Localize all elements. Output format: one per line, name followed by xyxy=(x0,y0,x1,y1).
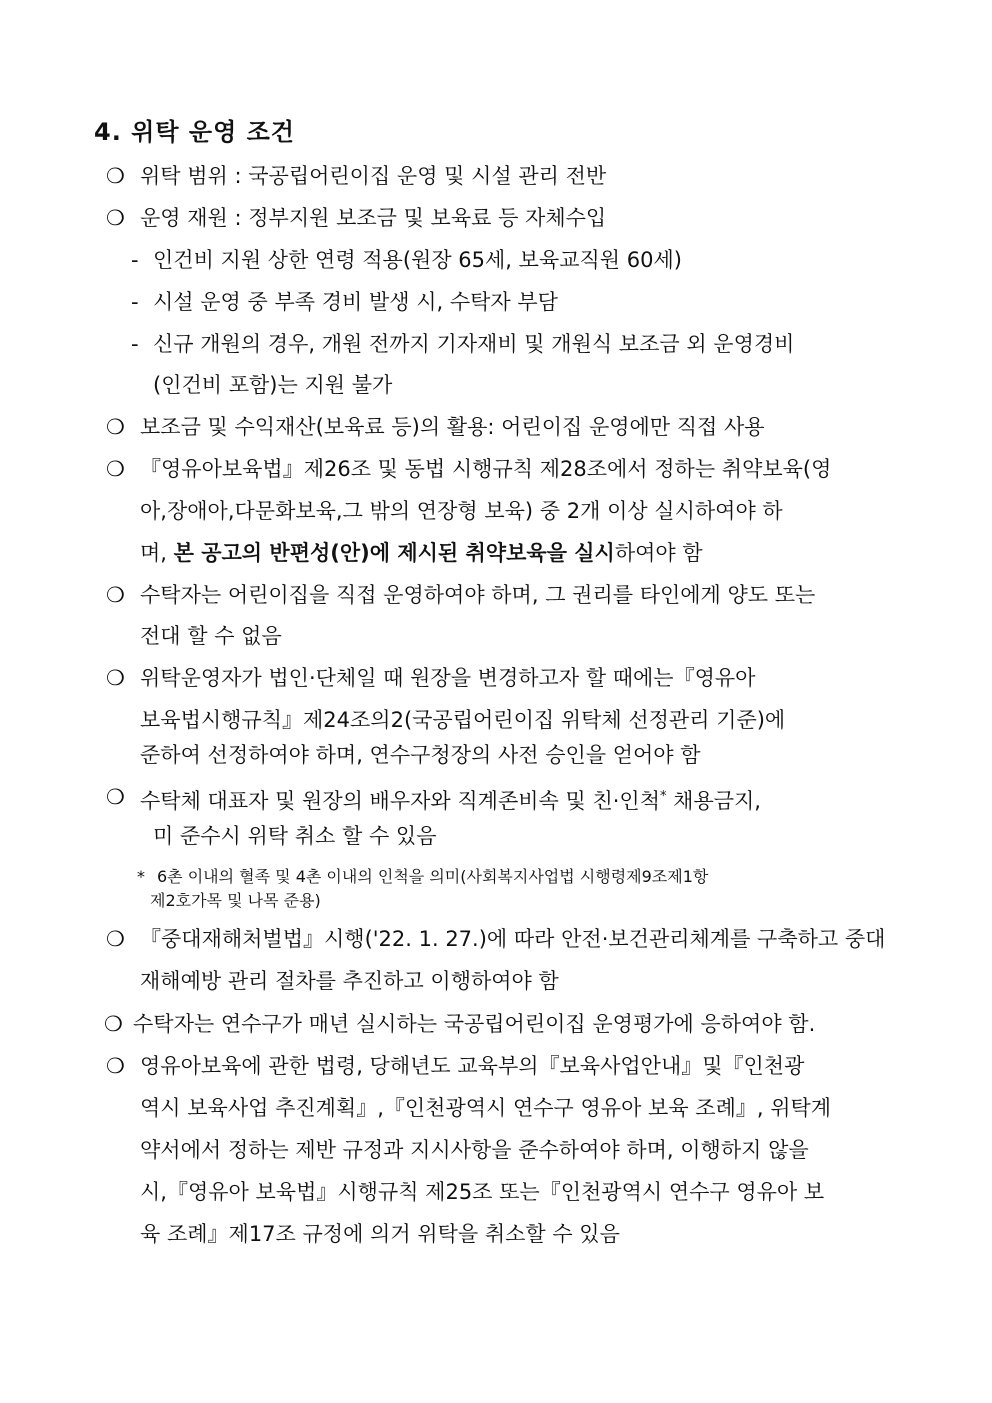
item-director-change-end: 준하여 선정하여야 하며, 연수구청장의 사전 승인을 얻어야 함 xyxy=(140,743,701,767)
bullet-icon: ❍ xyxy=(106,785,125,809)
footnote-text-cont: 제2호가목 및 나목 준용) xyxy=(150,891,321,910)
sub-item-labor-cost: 인건비 지원 상한 연령 적용(원장 65세, 보육교직원 60세) xyxy=(153,248,682,272)
sub-item-shortfall: 시설 운영 중 부족 경비 발생 시, 수탁자 부담 xyxy=(153,290,558,314)
item-director-change-cont: 보육법시행규칙』제24조의2(국공립어린이집 위탁체 선정관리 기준)에 xyxy=(140,708,786,732)
bold-emphasis: 본 공고의 반편성(안)에 제시된 취약보육을 실시 xyxy=(173,541,615,565)
item-hiring-ban xyxy=(140,783,761,815)
item-vulnerable-care-cont: 아,장애아,다문화보육,그 밖의 연장형 보육) 중 2개 이상 실시하여야 하 xyxy=(140,499,783,523)
item-director-change: 위탁운영자가 법인·단체일 때 원장을 변경하고자 할 때에는『영유아 xyxy=(140,666,756,690)
section-heading: 4. 위탁 운영 조건 xyxy=(94,118,295,146)
sub-item-new-opening-cont: (인건비 포함)는 지원 불가 xyxy=(153,373,393,397)
bullet-icon: ❍ xyxy=(106,666,125,690)
item-direct-operation: 수탁자는 어린이집을 직접 운영하여야 하며, 그 권리를 타인에게 양도 또는 xyxy=(140,583,816,607)
item-funding: 운영 재원 : 정부지원 보조금 및 보육료 등 자체수입 xyxy=(140,206,607,230)
dash-icon: - xyxy=(131,290,139,314)
item-safety-law-cont: 재해예방 관리 절차를 추진하고 이행하여야 함 xyxy=(140,969,559,993)
bullet-icon: ❍ xyxy=(104,1012,123,1036)
bullet-icon: ❍ xyxy=(106,583,125,607)
footnote-star-icon: * xyxy=(137,867,145,886)
text-run: 며, xyxy=(140,541,174,565)
bullet-icon: ❍ xyxy=(106,415,125,439)
item-scope: 위탁 범위 : 국공립어린이집 운영 및 시설 관리 전반 xyxy=(140,164,607,188)
item-compliance: 영유아보육에 관한 법령, 당해년도 교육부의『보육사업안내』및『인천광 xyxy=(140,1054,805,1078)
item-safety-law: 『중대재해처벌법』시행('22. 1. 27.)에 따라 안전·보건관리체계를 구축하고 중대 xyxy=(140,927,886,951)
item-compliance-cont-3: 시,『영유아 보육법』시행규칙 제25조 또는『인천광역시 연수구 영유아 보 xyxy=(140,1180,825,1204)
text-run: 채용금지, xyxy=(666,789,761,813)
item-subsidy-use: 보조금 및 수익재산(보육료 등)의 활용: 어린이집 운영에만 직접 사용 xyxy=(140,415,765,439)
bullet-icon: ❍ xyxy=(106,927,125,951)
item-vulnerable-care: 『영유아보육법』제26조 및 동법 시행규칙 제28조에서 정하는 취약보육(영 xyxy=(140,457,832,481)
item-compliance-cont-2: 약서에서 정하는 제반 규정과 지시사항을 준수하여야 하며, 이행하지 않을 xyxy=(140,1138,809,1162)
footnote-text: 6촌 이내의 혈족 및 4촌 이내의 인척을 의미(사회복지사업법 시행령제9조제1항 xyxy=(157,867,709,886)
dash-icon: - xyxy=(131,332,139,356)
sub-item-new-opening: 신규 개원의 경우, 개원 전까지 기자재비 및 개원식 보조금 외 운영경비 xyxy=(153,332,795,356)
bullet-icon: ❍ xyxy=(106,206,125,230)
item-compliance-cont-4: 육 조례』제17조 규정에 의거 위탁을 취소할 수 있음 xyxy=(140,1222,620,1246)
item-hiring-ban-cont: 미 준수시 위탁 취소 할 수 있음 xyxy=(153,824,437,848)
bullet-icon: ❍ xyxy=(106,164,125,188)
item-evaluation: 수탁자는 연수구가 매년 실시하는 국공립어린이집 운영평가에 응하여야 함. xyxy=(133,1012,816,1036)
dash-icon: - xyxy=(131,248,139,272)
bullet-icon: ❍ xyxy=(106,1054,125,1078)
footnote-marker: * xyxy=(659,789,667,804)
item-vulnerable-care-end xyxy=(140,539,703,567)
text-run: 하여야 함 xyxy=(614,541,703,565)
item-direct-operation-cont: 전대 할 수 없음 xyxy=(140,624,282,648)
item-compliance-cont-1: 역시 보육사업 추진계획』,『인천광역시 연수구 영유아 보육 조례』, 위탁계 xyxy=(140,1096,832,1120)
bullet-icon: ❍ xyxy=(106,457,125,481)
text-run: 수탁체 대표자 및 원장의 배우자와 직계존비속 및 친·인척 xyxy=(140,789,660,813)
